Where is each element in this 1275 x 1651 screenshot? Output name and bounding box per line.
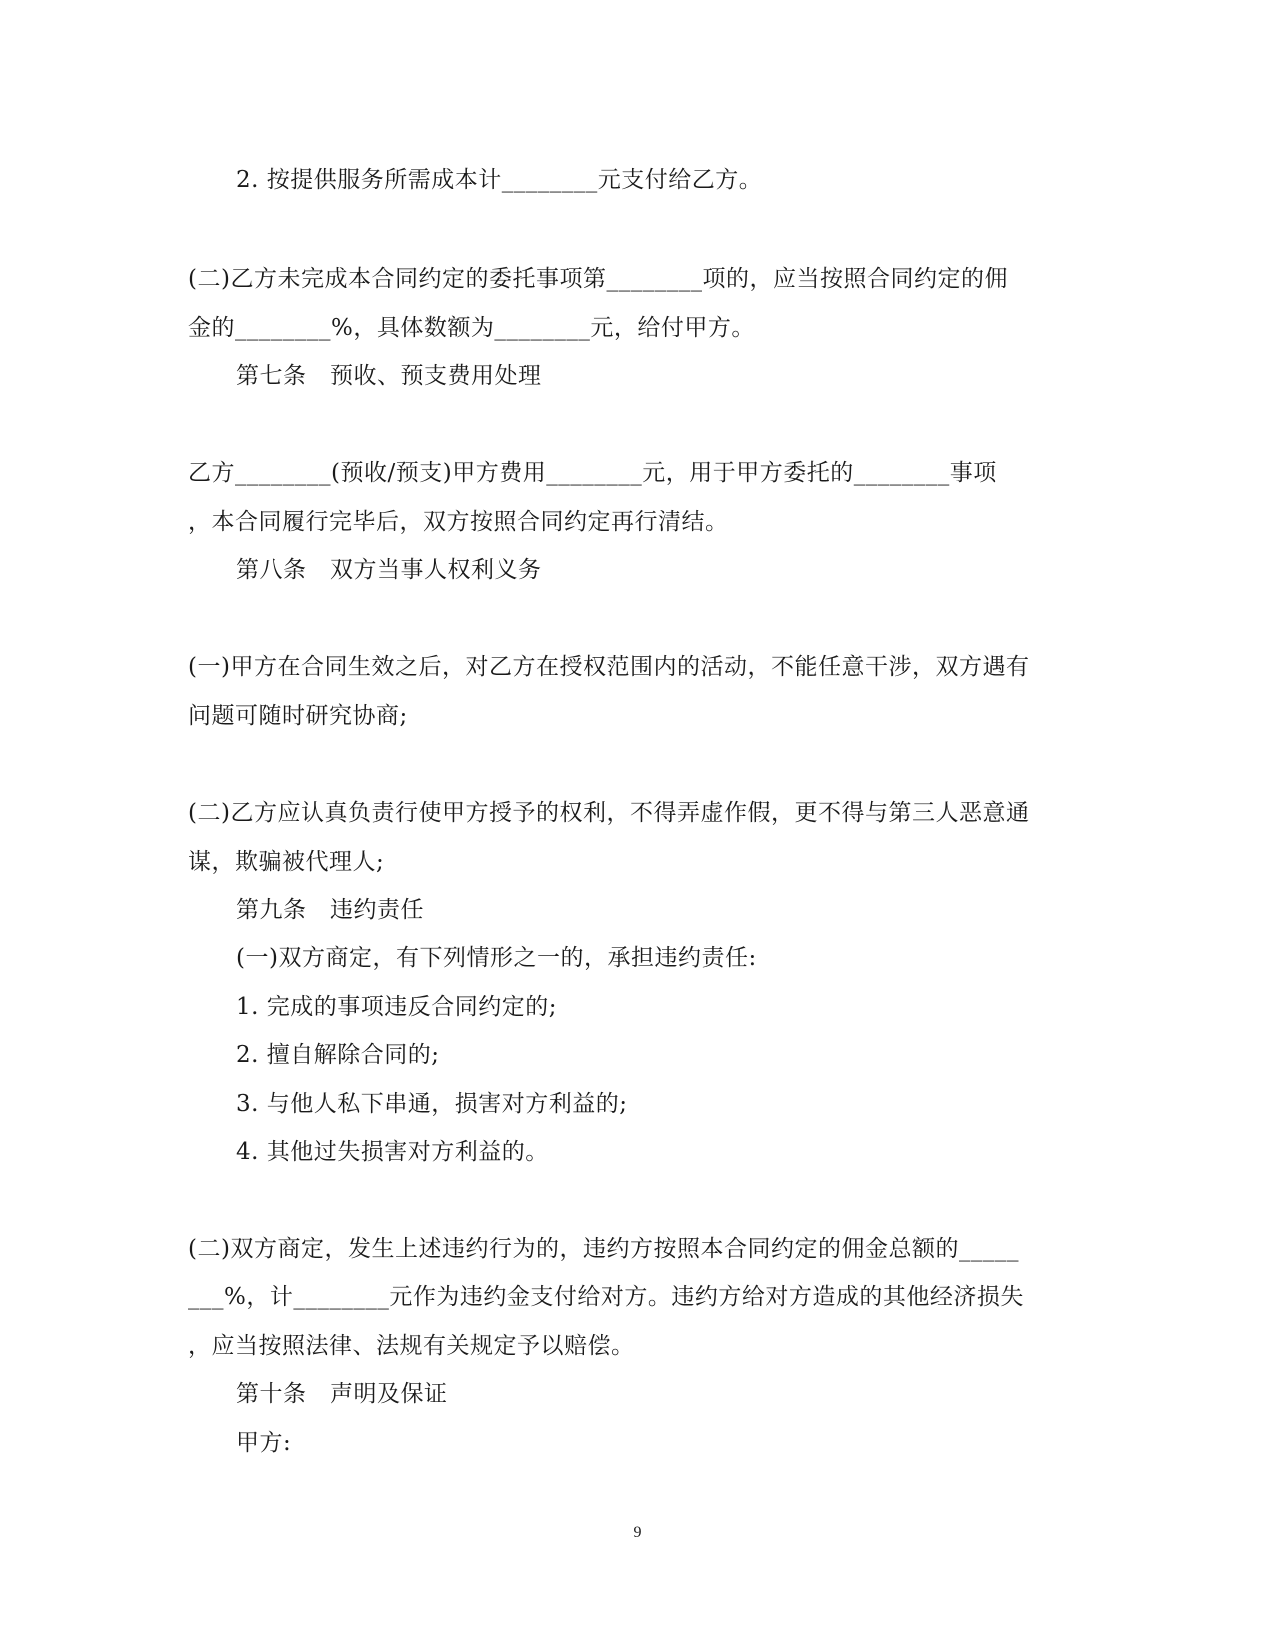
- page-number: 9: [633, 1524, 642, 1541]
- article-9-item-2-line3: ，应当按照法律、法规有关规定予以赔偿。: [188, 1333, 635, 1359]
- article-9-item-2-line2: ___%，计________元作为违约金支付给对方。违约方给对方造成的其他经济损失: [188, 1284, 1024, 1310]
- article-9-list-item-2: 2. 擅自解除合同的;: [236, 1042, 440, 1068]
- article-10-heading: 第十条 声明及保证: [236, 1381, 448, 1407]
- article-9-item-2-line1: (二)双方商定，发生上述违约行为的，违约方按照本合同约定的佣金总额的_____: [188, 1236, 1019, 1262]
- party-a-label: 甲方:: [236, 1430, 292, 1456]
- article-9-list-item-3: 3. 与他人私下串通，损害对方利益的;: [236, 1091, 628, 1117]
- article-8-item-2-line1: (二)乙方应认真负责行使甲方授予的权利，不得弄虚作假，更不得与第三人恶意通: [188, 800, 1030, 826]
- clause-item-2-cost-payment: 2. 按提供服务所需成本计________元支付给乙方。: [236, 167, 763, 193]
- article-9-heading: 第九条 违约责任: [236, 897, 424, 923]
- article-9-list-item-1: 1. 完成的事项违反合同约定的;: [236, 994, 558, 1020]
- article-8-item-1-line1: (一)甲方在合同生效之后，对乙方在授权范围内的活动，不能任意干涉，双方遇有: [188, 654, 1030, 680]
- article-7-heading: 第七条 预收、预支费用处理: [236, 363, 542, 389]
- article-8-item-1-line2: 问题可随时研究协商;: [188, 703, 408, 729]
- article-9-item-1-intro: (一)双方商定，有下列情形之一的，承担违约责任:: [236, 945, 757, 971]
- article-8-item-2-line2: 谋，欺骗被代理人;: [188, 849, 385, 875]
- clause-paragraph-2-incomplete-line1: (二)乙方未完成本合同约定的委托事项第________项的，应当按照合同约定的佣: [188, 266, 1008, 292]
- article-9-list-item-4: 4. 其他过失损害对方利益的。: [236, 1139, 549, 1165]
- clause-paragraph-2-incomplete-line2: 金的________%，具体数额为________元，给付甲方。: [188, 315, 755, 341]
- article-7-paragraph-line2: ，本合同履行完毕后，双方按照合同约定再行清结。: [188, 509, 729, 535]
- article-7-paragraph-line1: 乙方________(预收/预支)甲方费用________元，用于甲方委托的________事项: [188, 460, 997, 486]
- article-8-heading: 第八条 双方当事人权利义务: [236, 557, 542, 583]
